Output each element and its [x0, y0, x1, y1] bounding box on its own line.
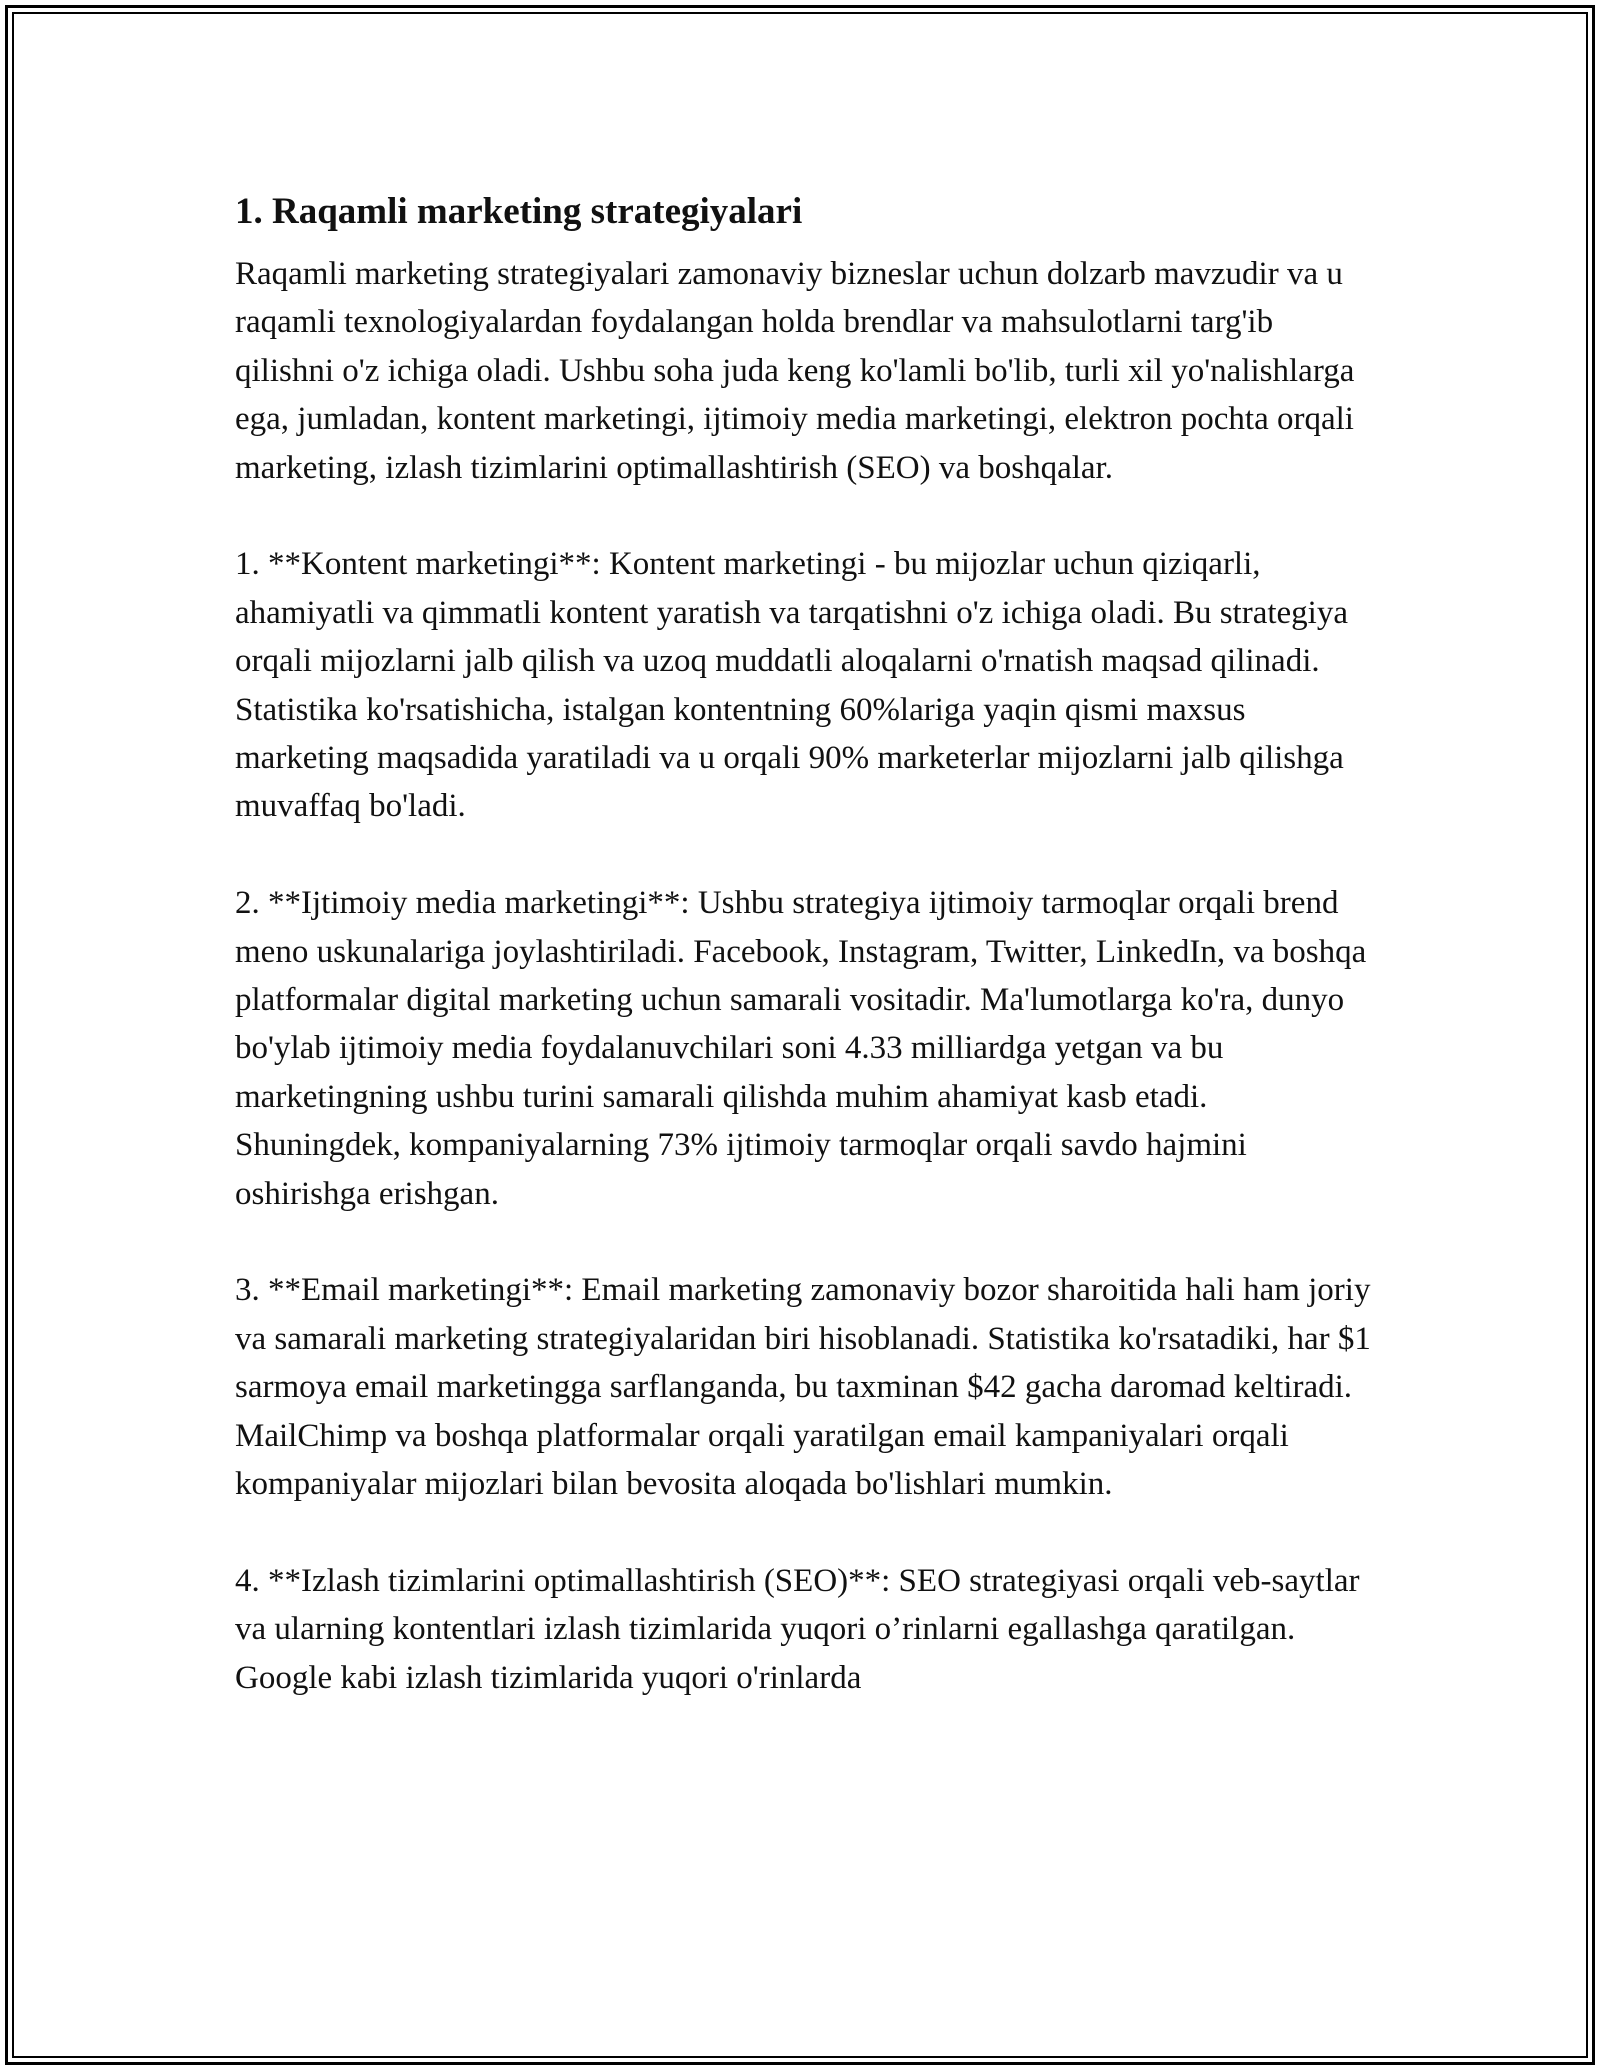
social-media-marketing-paragraph: 2. **Ijtimoiy media marketingi**: Ushbu strategiya ijtimoiy tarmoqlar orqali brend meno uskunalariga joylashtiriladi. Facebook, Instagram, Twitter, LinkedIn, va boshqa platformalar digital marketing uchun samarali vositadir. Ma'lumotlarga ko'ra, dunyo bo'ylab ijtimoiy media foydalanuvchilari soni 4.33 milliardga yetgan va bu marketingning ushbu turini samarali qilishda muhim ahamiyat kasb etadi. Shuningdek, kompaniyalarning 73% ijtimoiy tarmoqlar orqali savdo hajmini oshirishga erishgan. — [235, 885, 1367, 1212]
section-heading: 1. Raqamli marketing strategiyalari — [235, 191, 803, 232]
document-body — [235, 186, 1375, 1702]
seo-paragraph: 4. **Izlash tizimlarini optimallashtirish (SEO)**: SEO strategiyasi orqali veb-saytlar va ularning kontentlari izlash tizimlarida yuqori o’rinlarni egallashga qaratilgan. Google kabi izlash tizimlarida yuqori o'rinlarda — [235, 1562, 1360, 1696]
content-marketing-paragraph: 1. **Kontent marketingi**: Kontent marketingi - bu mijozlar uchun qiziqarli, ahamiyatli va qimmatli kontent yaratish va tarqatishni o'z ichiga oladi. Bu strategiya orqali mijozlarni jalb qilish va uzoq muddatli aloqalarni o'rnatish maqsad qilinadi. Statistika ko'rsatishicha, istalgan kontentning 60%lariga yaqin qismi maxsus marketing maqsadida yaratiladi va u orqali 90% marketerlar mijozlarni jalb qilishga muvaffaq bo'ladi. — [235, 546, 1348, 825]
email-marketing-paragraph: 3. **Email marketingi**: Email marketing zamonaviy bozor sharoitida hali ham joriy va samarali marketing strategiyalaridan biri hisoblanadi. Statistika ko'rsatadiki, har $1 sarmoya email marketingga sarflanganda, bu taxminan $42 gacha daromad keltiradi. MailChimp va boshqa platformalar orqali yaratilgan email kampaniyalari orqali kompaniyalar mijozlari bilan bevosita aloqada bo'lishlari mumkin. — [235, 1272, 1371, 1503]
intro-paragraph: Raqamli marketing strategiyalari zamonaviy bizneslar uchun dolzarb mavzudir va u raqamli texnologiyalardan foydalangan holda brendlar va mahsulotlarni targ'ib qilishni o'z ichiga oladi. Ushbu soha juda keng ko'lamli bo'lib, turli xil yo'nalishlarga ega, jumladan, kontent marketingi, ijtimoiy media marketingi, elektron pochta orqali marketing, izlash tizimlarini optimallashtirish (SEO) va boshqalar. — [235, 256, 1355, 486]
